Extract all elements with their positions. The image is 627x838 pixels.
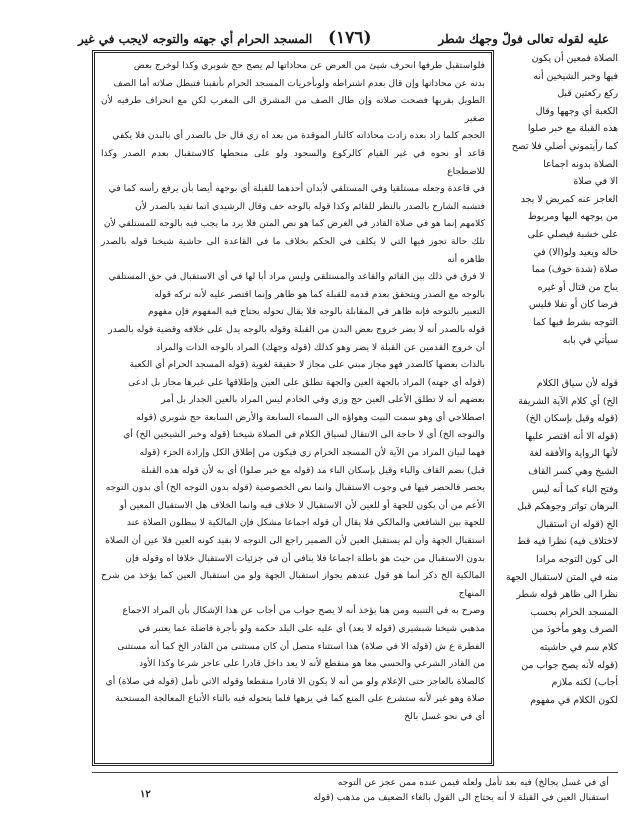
commentary-line: كالصلاة بالعاجز حتى الإعلام ولو من أنه لا يكون الا قادرا منقطعا وقوله الاتي تأمل (قوله في صلاة) أي: [105, 675, 485, 687]
margin-matn-line: التوجه بشرط فيها كما: [533, 316, 618, 328]
commentary-text: [95, 53, 491, 763]
margin-matn-line: هذه القبلة مع خبر صلوا: [527, 123, 618, 135]
page-header: [78, 28, 609, 50]
footnote-line: استقبال العين في القبلة لا أنه يحتاج الى القول بالغاء الضعيف من مذهب (قوله: [313, 792, 609, 803]
commentary-line: قبل) بضم القاف والباء وقيل بإسكان الباء مد (قوله مع خبر صلوا) أي به لأن قوله هذه القبلة: [140, 464, 485, 476]
margin-matn-line: صلاة (شدة خوف) مما: [531, 264, 618, 276]
commentary-line: (قوله أي جهته) المراد بالجهة العين والجهة تطلق على العين وإطلاقها على غيرها مجاز بل ادعى: [128, 376, 485, 388]
margin-gloss-line: (قوله لأنه يصح جواب من: [521, 659, 618, 671]
margin-gloss-line: البرهان تواتر وجوهكم قبل: [517, 501, 618, 513]
commentary-line: أن خروج القدمين عن القبلة لا يضر وهو كذلك (قوله وجهك) المراد بالوجه الذات والمراد: [156, 341, 485, 353]
margin-matn-line: العاجز عنه كمريض لا يجد: [520, 193, 618, 205]
commentary-line: أي في نحو غسل بالخ: [404, 710, 485, 722]
margin-gloss-line: الخ) أي كلام الآية الشريفة: [518, 395, 618, 407]
margin-gloss-line: (قوله وقيل بإسكان الخ): [525, 413, 618, 425]
margin-gloss-line: المسجد الحرام بحسب: [530, 606, 618, 618]
commentary-line: الأعم من أن يكون للجهة أو للعين لأن الاستقبال لا خلاف فيه وانما الخلاف هل الاستقبال المعين أو: [119, 499, 485, 511]
commentary-line: بالوجه مع الصدر ويتحقق بعدم قدمه للقبلة كما هو ظاهر وإنما اقتصر عليه لأنه تركه قوله: [154, 288, 485, 300]
commentary-line: المالكية الخ ذكر أنما هو قول عندهم يجواز استقبال الجهة ولو من استقبال العين كما يؤخذ من شرح المنهاج: [101, 570, 485, 599]
margin-matn-line: ركع ركعتين قبل: [557, 88, 618, 100]
margin-gloss-line: الصرف وهو مأخوذ من: [531, 624, 618, 636]
commentary-line: استقبال الجهة وأن لم يستقبل العين لأن الضمير راجع الى التوجه لا بقيد كونه العين فلا عين أن الصلاة: [105, 535, 485, 547]
commentary-line: في قاعدة وجعله مستلقيا وفي المستلقي لأبدان أحدهما للقبلة أي بوجهه أيضا بأن يرفع رأسه كما في: [108, 183, 485, 195]
commentary-line: بعضهم أنه لا تطلق الأعلى العين حج وزي وفي الخادم ليس المراد بالعين الجدار بل أمر: [161, 394, 485, 406]
margin-gloss-line: الخ (قوله ان استقبال: [536, 518, 618, 530]
margin-matn-line: من يوجهه اليها ومربوط: [527, 211, 618, 223]
signature-mark: ۱۲: [140, 789, 151, 800]
margin-matn-line: كما رأيتموني أصلي فلا تصح: [511, 140, 618, 152]
commentary-line: قوله بالصدر أنه لا يضر خروج بعض البدن من القبلة وقوله بالوجه يدل على خلافه وقضية قوله بالصدر: [108, 323, 485, 335]
footnote-line: أي في غسل يجالخ) فيه بعد تأمل ولعله فيمن عنده ممن عجز عن التوجه: [337, 777, 609, 788]
commentary-line: الفطرة ع ش (قوله الا في صلاة) هذا استثناء متصل أن كان مستثنى من القادر الخ كما أنه مستثنى: [117, 640, 485, 652]
commentary-line: للجهة بين الشافعي والمالكي فلا يقال أن قوله اجماعا مشكل فإن المالكية لا يبطلون الصلاة عند: [126, 517, 485, 529]
footnote-block: [92, 775, 609, 805]
margin-notes-bottom: [500, 375, 618, 709]
margin-gloss-line: كلام سم في حاشيته: [539, 642, 618, 653]
margin-matn-line: على خشبة فيصلي على: [527, 228, 618, 240]
commentary-line: اصطلاحي أي وهو سمت البيت وهواؤه الى السماء السابعة والأرض السابعة حج شوبري (قوله: [136, 411, 485, 423]
commentary-line: من القادر الشرعي والحسي معا هو منقطع لأنه لا يعد داخل قادرا على عاجز شرعا وكذا الأود: [139, 658, 485, 670]
commentary-line: قاعد أو نحوه في غير القيام كالركوع والسجود ولو على منحطها كالاستقبال بعدم الصدر وكذا للاضطجاع: [101, 147, 485, 177]
commentary-line: بدنه عن محاذاتها وإن قال بعدم اشتراطه ولوبأخريات المسجد الحرام بأنقبنا فتبطل صلاته أما الصف: [113, 77, 485, 89]
commentary-line: فتشبه الشارح بالصدر بالنظر للقائم وكذا قوله بالوجه حف وقال الرشيدي اتما تقيد بالصدر لأن: [135, 200, 485, 212]
margin-gloss-line: لاختلاف فيه) نظرا فيه قط: [517, 536, 618, 548]
commentary-line: فلواستقبل طرفها انحرف شيئ من العرض عن محاذاتها لم يصح حج شوبري وكذا لوخرج بعض: [133, 60, 485, 71]
commentary-frame: [92, 50, 494, 766]
commentary-line: الحجم كلما زاد بعده زادت محاذاته كالنار الموقدة من بعد اه زي قال حل بالصدر أي بالبدن فلا يكفي: [112, 130, 485, 142]
header-matn-continuation: المسجد الحرام أي جهته والتوجه لايجب في غير: [78, 32, 313, 46]
commentary-line: والتوجه الخ) أي لا حاجة الى الانتقال لسياق الكلام في الصلاة شيخنا (قوله وخبر الشيخين الخ) أي: [123, 429, 485, 441]
margin-gloss-line: نظرا الى ظاهر قوله شطر: [516, 589, 618, 601]
commentary-line: التعبير بالتوجه فإنه ظاهر في المقابلة بالوجه فلا يقال تحوله يحتاج فيه المفهوم فإن مفهوم: [148, 306, 485, 318]
commentary-line: مذهبي شيخنا شبشيري (قوله لا يعد) أي عليه على البلد حكمه ولو بأجرة فاضلة عما يعتبر في: [138, 623, 485, 634]
margin-gloss-line: قوله لأن سياق الكلام: [536, 378, 618, 390]
commentary-line: كلامهم إنما هو في صلاة القادر في الغرض كما هو نص المتن فلا يرد ما يجب فيه بالوجه للمستلقي لأن: [103, 218, 485, 230]
commentary-line: فهما لبيان المراد من الآية لأن المسجد الحرام زي فيكون من إطلاق الكل وإرادة الجزء (قوله: [139, 447, 485, 459]
margin-gloss-line: (قوله الا أنه اقتصر عليها: [525, 430, 618, 442]
margin-matn-line: فرضا كان أو نفلا فليس: [528, 299, 618, 311]
header-matn-text: عليه لقوله تعالى فولّ وجهك شطر: [438, 32, 609, 46]
footnote-divider: [92, 772, 618, 773]
margin-gloss-line: أجاب) لكنه ملازم: [551, 677, 618, 689]
commentary-line: وصرح به في التنبيه ومن هنا يؤخذ أنه لا يصح جواب من أجاب عن هذا الإشكال بأن المراد الاجماع: [122, 605, 485, 617]
margin-matn-line: الا في صلاة: [573, 176, 618, 188]
margin-matn-line: يباح من قتال أو غيره: [537, 281, 618, 293]
commentary-line: يحصر فالحصر فيها في وجوب الاستقبال وانما نص الخصوصية (قوله بدون التوجه الخ) أي بدون التوجه: [105, 482, 485, 494]
commentary-line: صلاة وهو غير لأنه ستشرع على المنع كما في يزهها فلما يتحوله فيه بالتاء الأتباع المعالجة المستحبة: [115, 693, 485, 705]
margin-matn-line: الصلاة بدونه اجماعا: [543, 158, 618, 170]
commentary-line: لا فرق في ذلك بين القائم والقاعد والمستلقي وليس مراد أبا لها في أي الاستقبال في حق المستلقي: [108, 271, 485, 283]
margin-matn-line: الصلاة فمعين أن يكون: [531, 53, 618, 64]
margin-matn-line: الكعبة أي وجهها وقال: [535, 105, 618, 117]
margin-gloss-line: وفتح الباء كما أنه ليس: [532, 483, 618, 495]
margin-matn-line: فيها وخبر الشيخين أنه: [533, 70, 618, 82]
margin-gloss-line: الشيخ وهي كسر القاف: [528, 466, 618, 478]
margin-matn-line: سيأتي في بابه: [562, 334, 618, 346]
page-number: (١٧٦): [328, 28, 372, 48]
commentary-line: تلك حالة تجوز فيها التي لا يكلف في الحكم بخلاف ما في القاعدة الى حاشية شيخنا قوله بالصدر ظاهره أنه: [101, 235, 485, 265]
margin-column: [500, 50, 618, 766]
margin-notes-top: [500, 50, 618, 349]
margin-gloss-line: لأنها الرواية والأفقه لغة: [529, 448, 618, 460]
margin-gloss-line: الى كون التوجه مرادا: [536, 554, 618, 566]
margin-matn-line: حاله ويعيد ولو(الا) في: [533, 246, 618, 258]
margin-gloss-line: لكون الكلام في مفهوم: [530, 694, 618, 706]
commentary-line: بدون الاستقبال من حيث هو باطلة اجماعا فلا ينافي أن في جزئيات الاستقبال خلافا اه وقوله فإن: [125, 552, 485, 564]
commentary-line: الطويل بقربها فصحت صلاته وإن طال الصف من المشرق الى المغرب لكن مع انحراف طرفيه لأن صغير: [101, 95, 485, 124]
margin-gloss-line: منه في المتن لاستقبال الجهة: [505, 571, 618, 583]
commentary-line: بالذات بعضها كالصدر فهو مجاز مبني على مجاز لا حقيقة لغوية (قوله المسجد الحرام أي الكعبة: [129, 359, 485, 371]
